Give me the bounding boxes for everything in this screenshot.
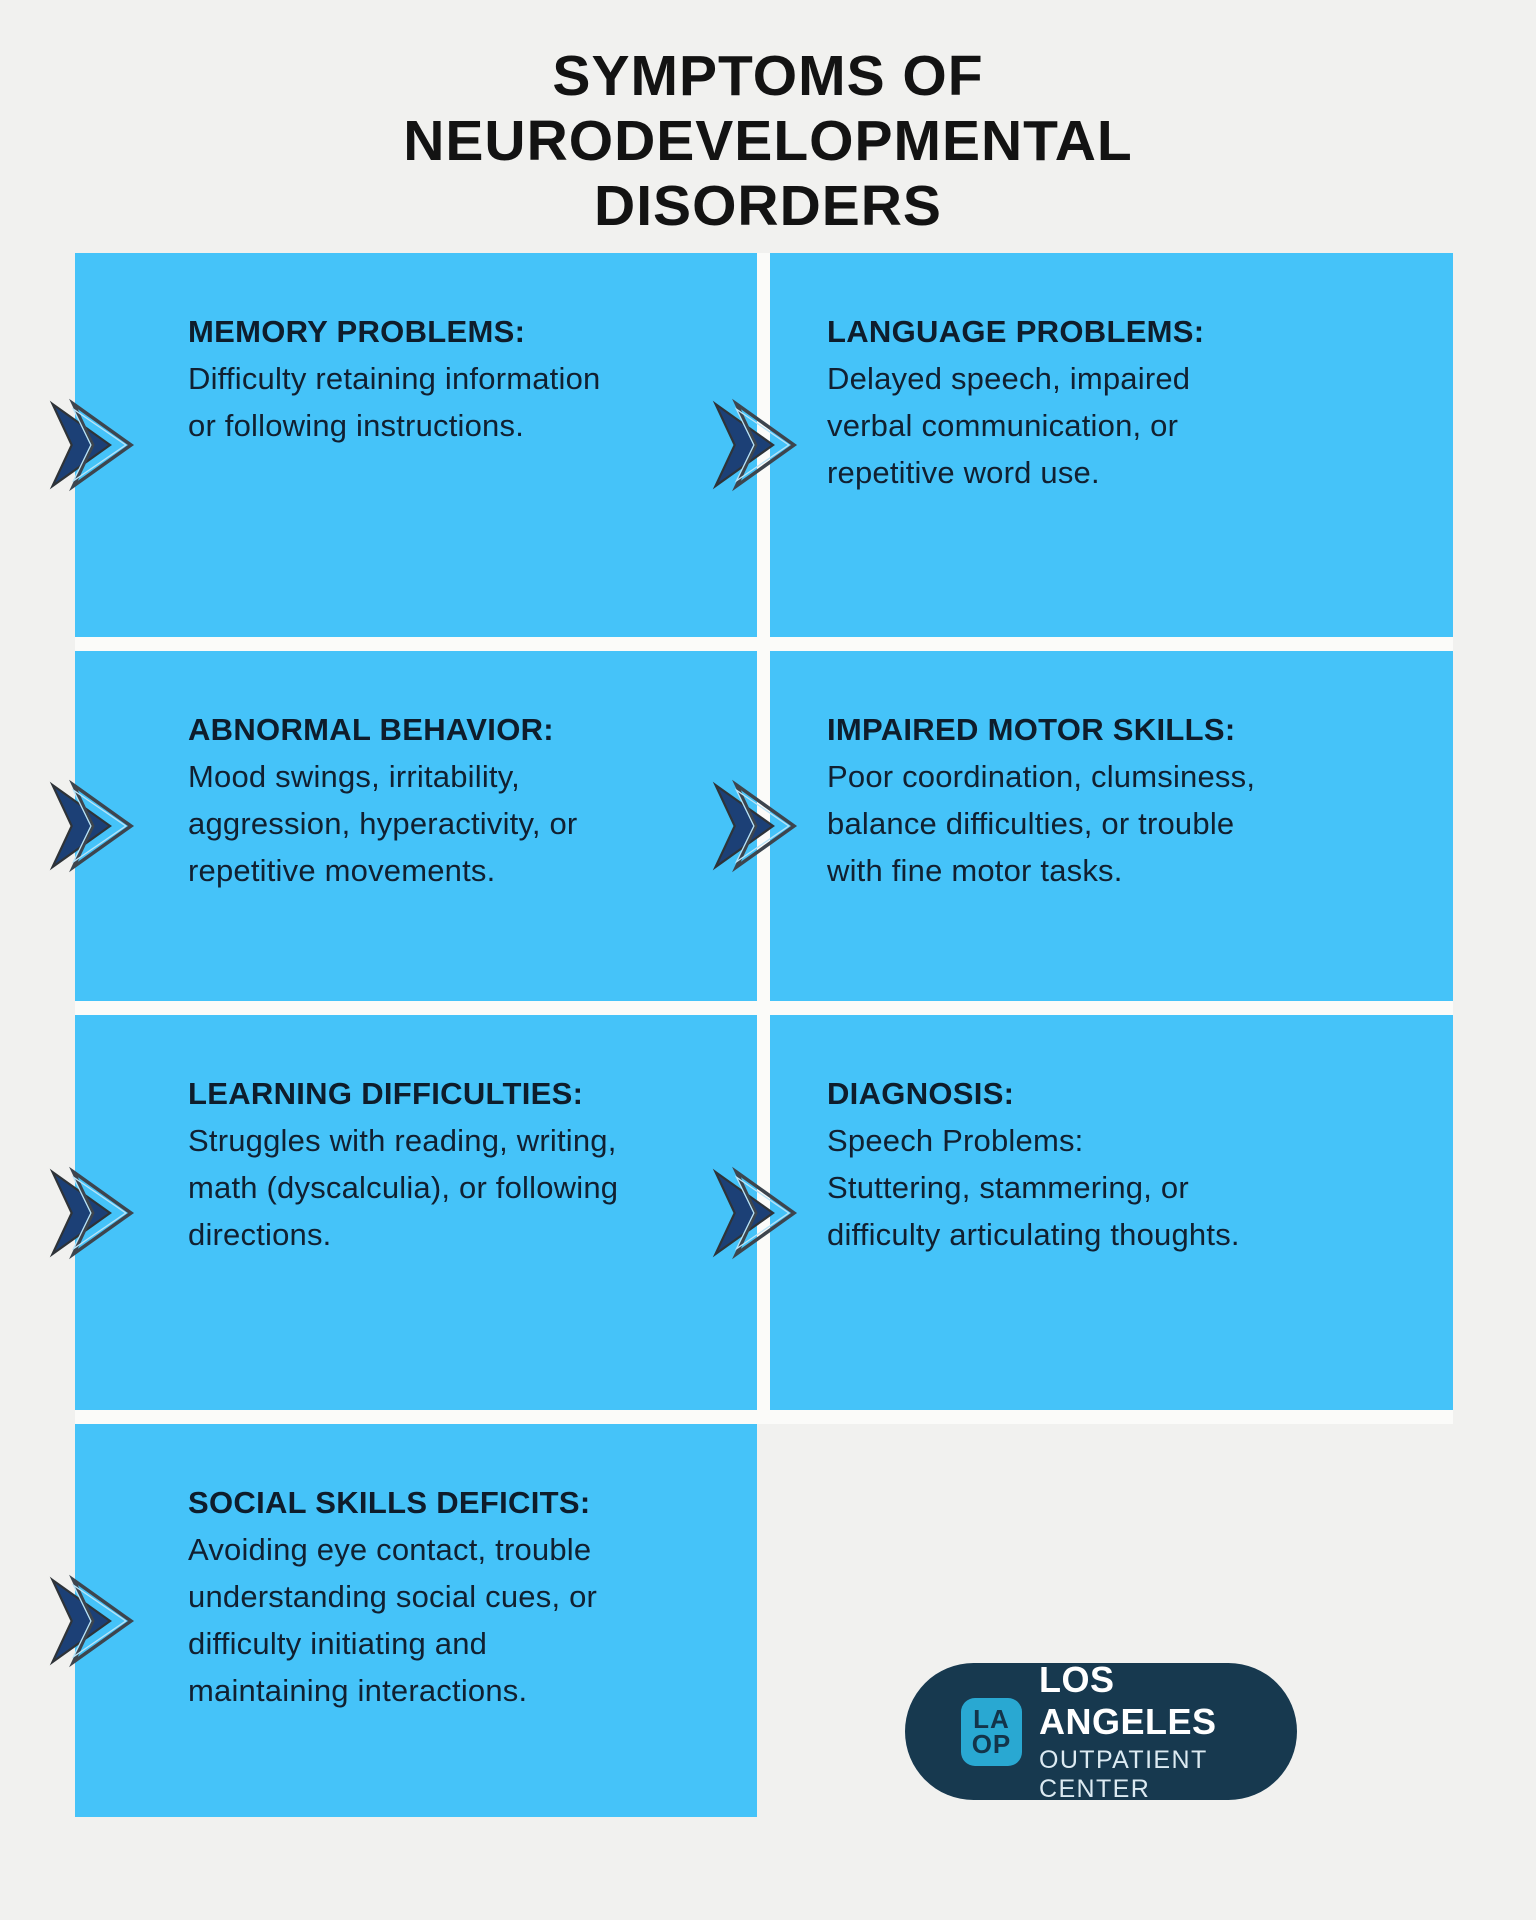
- right-arrow-icon: [712, 778, 808, 874]
- right-arrow-icon: [712, 397, 808, 493]
- card-body: Difficulty retaining information or following instructions.: [188, 361, 601, 443]
- card-text: [188, 1070, 628, 1258]
- card-body-continued: Stuttering, stammering, or difficulty articulating thoughts.: [827, 1170, 1240, 1252]
- card-heading: DIAGNOSIS:: [827, 1076, 1015, 1111]
- card-heading: ABNORMAL BEHAVIOR:: [188, 712, 554, 747]
- right-arrow-icon: [49, 397, 145, 493]
- logo-icon-line2: OP: [971, 1728, 1012, 1759]
- card-heading: LANGUAGE PROBLEMS:: [827, 314, 1205, 349]
- card-learning-difficulties: [75, 1015, 757, 1410]
- card-text: [188, 308, 628, 449]
- card-body: Avoiding eye contact, trouble understanding social cues, or difficulty initiating and maintaining interactions.: [188, 1532, 598, 1708]
- page-title: SYMPTOMS OF NEURODEVELOPMENTAL DISORDERS: [403, 44, 1133, 238]
- card-body: Speech Problems:: [827, 1123, 1084, 1158]
- card-text: [188, 1479, 628, 1714]
- card-abnormal-behavior: [75, 651, 757, 1001]
- card-heading: MEMORY PROBLEMS:: [188, 314, 526, 349]
- logo-text: [1039, 1659, 1297, 1804]
- card-heading: SOCIAL SKILLS DEFICITS:: [188, 1485, 591, 1520]
- card-text: [188, 706, 628, 894]
- la-op-logo-badge: [905, 1659, 1297, 1803]
- card-body: Poor coordination, clumsiness, balance difficulties, or trouble with fine motor tasks.: [827, 759, 1256, 888]
- logo-name: LOS ANGELES: [1038, 1659, 1217, 1742]
- card-text: [827, 1070, 1267, 1258]
- card-diagnosis: [770, 1015, 1453, 1410]
- symptom-grid-top: [75, 253, 1453, 1424]
- right-arrow-icon: [49, 1165, 145, 1261]
- card-body: Struggles with reading, writing, math (dyscalculia), or following directions.: [188, 1123, 619, 1252]
- card-body: Delayed speech, impaired verbal communication, or repetitive word use.: [827, 361, 1191, 490]
- card-text: [827, 308, 1267, 496]
- card-language-problems: [770, 253, 1453, 637]
- logo-icon-line1: LA: [973, 1703, 1010, 1734]
- card-social-skills-deficits: [75, 1424, 757, 1817]
- right-arrow-icon: [49, 778, 145, 874]
- card-text: [827, 706, 1267, 894]
- card-impaired-motor-skills: [770, 651, 1453, 1001]
- right-arrow-icon: [49, 1573, 145, 1669]
- right-arrow-icon: [712, 1165, 808, 1261]
- card-heading: IMPAIRED MOTOR SKILLS:: [827, 712, 1236, 747]
- card-heading: LEARNING DIFFICULTIES:: [188, 1076, 584, 1111]
- symptom-grid: [75, 253, 1453, 1817]
- card-memory-problems: [75, 253, 757, 637]
- logo-subtitle: OUTPATIENT CENTER: [1038, 1746, 1208, 1803]
- card-body: Mood swings, irritability, aggression, hyperactivity, or repetitive movements.: [188, 759, 578, 888]
- la-op-logo-icon: [961, 1698, 1022, 1766]
